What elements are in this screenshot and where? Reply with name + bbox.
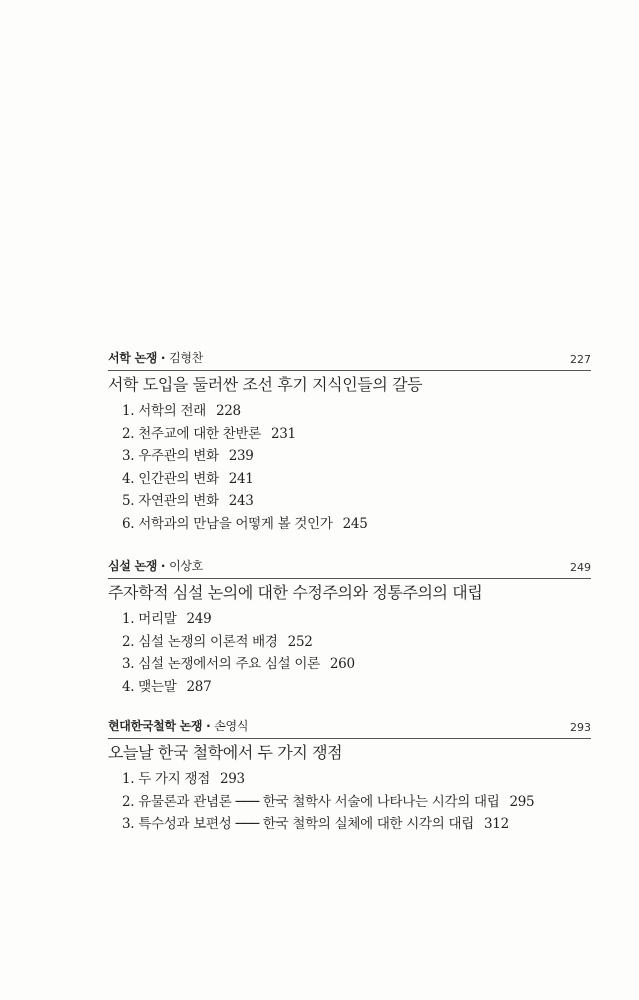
toc-entry-label: 3. 특수성과 보편성 ─── 한국 철학의 실체에 대한 시각의 대립 <box>122 816 474 832</box>
section-page-number: 249 <box>570 561 591 574</box>
section-page-number: 227 <box>570 353 591 366</box>
toc-entry-label: 3. 심설 논쟁에서의 주요 심설 이론 <box>122 656 320 672</box>
toc-entry-label: 1. 서학의 전래 <box>122 403 206 419</box>
toc-entry-page: 239 <box>228 448 254 464</box>
toc-entry-label: 1. 머리말 <box>122 611 177 627</box>
section-header <box>108 350 591 371</box>
toc-entry <box>108 608 591 631</box>
toc-entry <box>108 490 591 513</box>
section-title-text: 현대한국철학 논쟁 <box>108 719 203 733</box>
toc-entry-page: 231 <box>270 425 296 442</box>
toc-entry-label: 4. 맺는말 <box>122 678 177 695</box>
toc-entry-page: 243 <box>228 493 254 509</box>
toc-entry-page: 312 <box>484 816 509 832</box>
toc-entry <box>108 653 591 676</box>
toc-entry-label: 2. 유물론과 관념론 ─── 한국 철학사 서술에 나타나는 시각의 대립 <box>122 793 500 810</box>
section-header <box>108 718 591 739</box>
section-author: 김형찬 <box>169 351 203 365</box>
toc-entry-page: 295 <box>509 793 535 810</box>
toc-entry <box>108 768 591 791</box>
toc-entry <box>108 513 591 536</box>
section-subtitle: 서학 도입을 둘러싼 조선 후기 지식인들의 갈등 <box>108 375 423 394</box>
toc-section-simseol <box>108 558 591 698</box>
section-title: 심설 논쟁 · 이상호 <box>108 559 203 573</box>
toc-entry-label: 6. 서학과의 만남을 어떻게 볼 것인가 <box>122 515 333 532</box>
section-page-number: 293 <box>570 721 591 734</box>
toc-entry <box>108 400 591 423</box>
toc-entry-page: 260 <box>329 656 355 672</box>
toc-entry-page: 252 <box>287 633 313 650</box>
section-subtitle: 주자학적 심설 논의에 대한 수정주의와 정통주의의 대립 <box>108 583 483 602</box>
toc-entry-label: 2. 천주교에 대한 찬반론 <box>122 425 261 442</box>
toc-entry <box>108 423 591 446</box>
toc-entry-page: 245 <box>342 515 368 532</box>
toc-entry-label: 5. 자연관의 변화 <box>122 493 219 509</box>
toc-entry-label: 3. 우주관의 변화 <box>122 448 219 464</box>
toc-section-hyeondae <box>108 718 591 836</box>
toc-entry-page: 228 <box>215 403 241 419</box>
toc-entry-label: 1. 두 가지 쟁점 <box>122 771 210 787</box>
toc-entry <box>108 791 591 814</box>
toc-entry-page: 287 <box>186 678 212 695</box>
toc-entry-page: 241 <box>228 470 254 487</box>
toc-entry <box>108 631 591 654</box>
toc-entry-page: 249 <box>186 611 212 627</box>
section-title-text: 서학 논쟁 <box>108 351 158 365</box>
section-header <box>108 558 591 579</box>
toc-entry <box>108 813 591 836</box>
toc-entry-page: 293 <box>219 771 245 787</box>
toc-entry <box>108 445 591 468</box>
toc-entry-label: 4. 인간관의 변화 <box>122 470 219 487</box>
section-title-text: 심설 논쟁 <box>108 559 158 573</box>
section-author: 손영식 <box>214 719 249 733</box>
toc-entry-label: 2. 심설 논쟁의 이론적 배경 <box>122 633 278 650</box>
section-author: 이상호 <box>169 559 203 573</box>
toc-entry <box>108 676 591 699</box>
toc-entry <box>108 468 591 491</box>
section-subtitle: 오늘날 한국 철학에서 두 가지 쟁점 <box>108 743 343 762</box>
section-title: 서학 논쟁 · 김형찬 <box>108 351 203 365</box>
toc-section-seohak <box>108 350 591 535</box>
section-title: 현대한국철학 논쟁 · 손영식 <box>108 719 249 733</box>
